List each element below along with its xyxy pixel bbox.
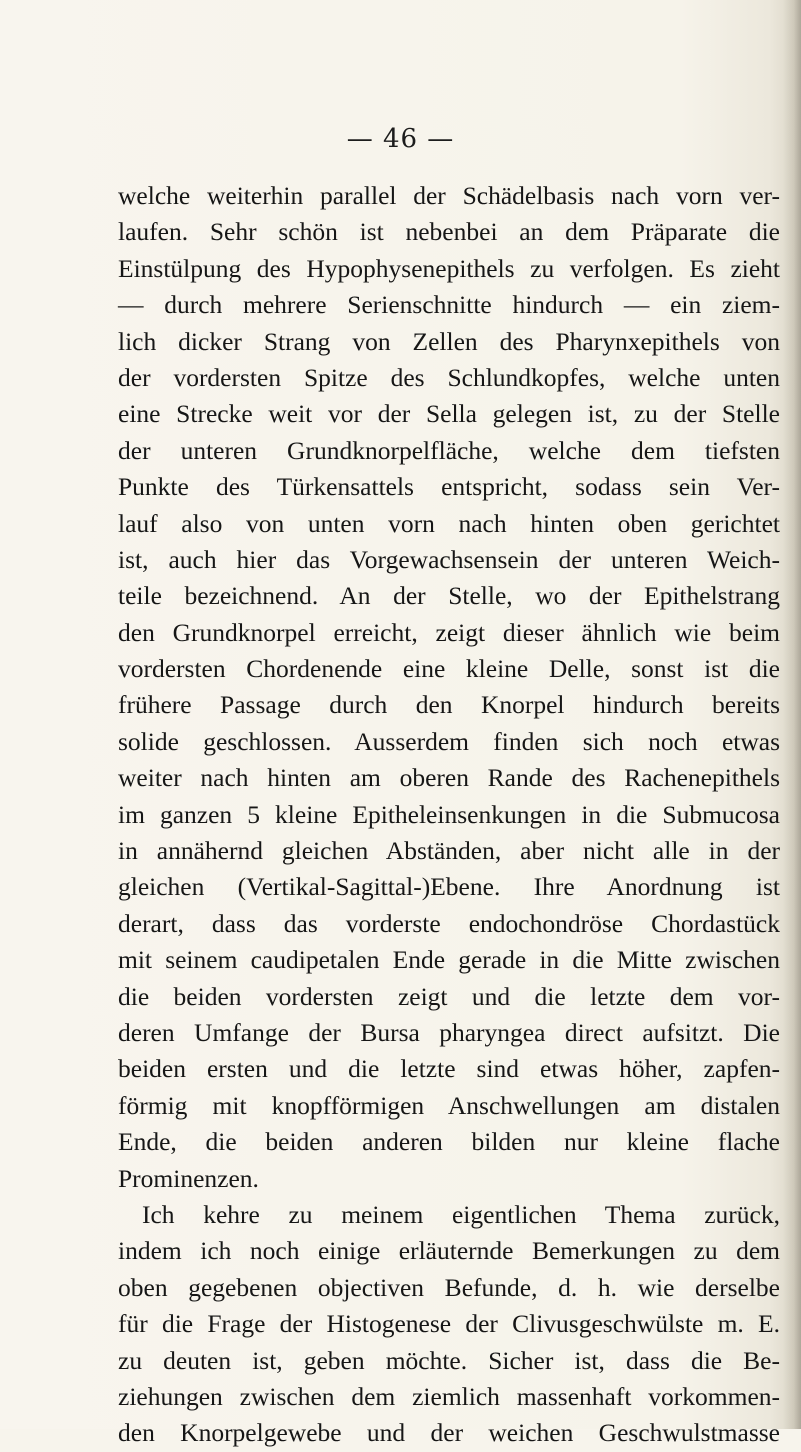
page-edge-shadow	[783, 0, 801, 1429]
text-line: beiden ersten und die letzte sind etwas höher, zapfen-	[118, 1054, 780, 1084]
text-line: vordersten Chordenende eine kleine Delle, sonst ist die	[118, 654, 780, 684]
text-line: derart, dass das vorderste endochondröse Chordastück	[118, 908, 780, 938]
text-line: zu deuten ist, geben möchte. Sicher ist, dass die Be-	[118, 1345, 780, 1375]
text-line: förmig mit knopfförmigen Anschwellungen am distalen	[118, 1090, 780, 1120]
text-line: Einstülpung des Hypophysenepithels zu verfolgen. Es zieht	[118, 253, 780, 283]
text-line: für die Frage der Histogenese der Clivusgeschwülste m. E.	[118, 1309, 780, 1339]
body-text	[118, 178, 780, 1452]
text-line: den Grundknorpel erreicht, zeigt dieser ähnlich wie beim	[118, 617, 780, 647]
text-line: eine Strecke weit vor der Sella gelegen ist, zu der Stelle	[118, 399, 780, 429]
text-line: ziehungen zwischen dem ziemlich massenhaft vorkommen-	[118, 1381, 780, 1411]
page-number-header: — 46 —	[346, 124, 455, 154]
text-line: Punkte des Türkensattels entspricht, sodass sein Ver-	[118, 472, 780, 502]
text-line: der unteren Grundknorpelfläche, welche dem tiefsten	[118, 435, 780, 465]
text-line: den Knorpelgewebe und der weichen Geschwulstmasse	[118, 1418, 780, 1448]
text-line: lauf also von unten vorn nach hinten oben gerichtet	[118, 508, 780, 538]
text-line: indem ich noch einige erläuternde Bemerkungen zu dem	[118, 1236, 780, 1266]
text-line: deren Umfange der Bursa pharyngea direct aufsitzt. Die	[118, 1017, 780, 1047]
text-line: frühere Passage durch den Knorpel hindurch bereits	[118, 690, 780, 720]
text-line: gleichen (Vertikal-Sagittal-)Ebene. Ihre Anordnung ist	[118, 872, 780, 902]
text-line-paragraph-start: Ich kehre zu meinem eigentlichen Thema zurück,	[142, 1199, 780, 1229]
text-line: die beiden vordersten zeigt und die letzte dem vor-	[118, 981, 780, 1011]
text-line: solide geschlossen. Ausserdem finden sich noch etwas	[118, 726, 780, 756]
text-line: in annähernd gleichen Abständen, aber nicht alle in der	[118, 836, 780, 866]
text-line: weiter nach hinten am oberen Rande des Rachenepithels	[118, 763, 780, 793]
text-line: teile bezeichnend. An der Stelle, wo der Epithelstrang	[118, 581, 780, 611]
text-line: laufen. Sehr schön ist nebenbei an dem Präparate die	[118, 217, 780, 247]
text-line: mit seinem caudipetalen Ende gerade in die Mitte zwischen	[118, 945, 780, 975]
text-line: — durch mehrere Serienschnitte hindurch — ein ziem-	[118, 290, 780, 320]
text-line-paragraph-end: Prominenzen.	[118, 1163, 259, 1193]
text-line: oben gegebenen objectiven Befunde, d. h. wie derselbe	[118, 1272, 780, 1302]
text-line: der vordersten Spitze des Schlundkopfes, welche unten	[118, 362, 780, 392]
text-line: welche weiterhin parallel der Schädelbasis nach vorn ver-	[118, 181, 780, 210]
text-line: ist, auch hier das Vorgewachsensein der unteren Weich-	[118, 544, 780, 574]
text-line: im ganzen 5 kleine Epitheleinsenkungen in die Submucosa	[118, 799, 780, 829]
text-line: lich dicker Strang von Zellen des Pharynxepithels von	[118, 326, 780, 356]
text-line: Ende, die beiden anderen bilden nur kleine flache	[118, 1127, 780, 1157]
